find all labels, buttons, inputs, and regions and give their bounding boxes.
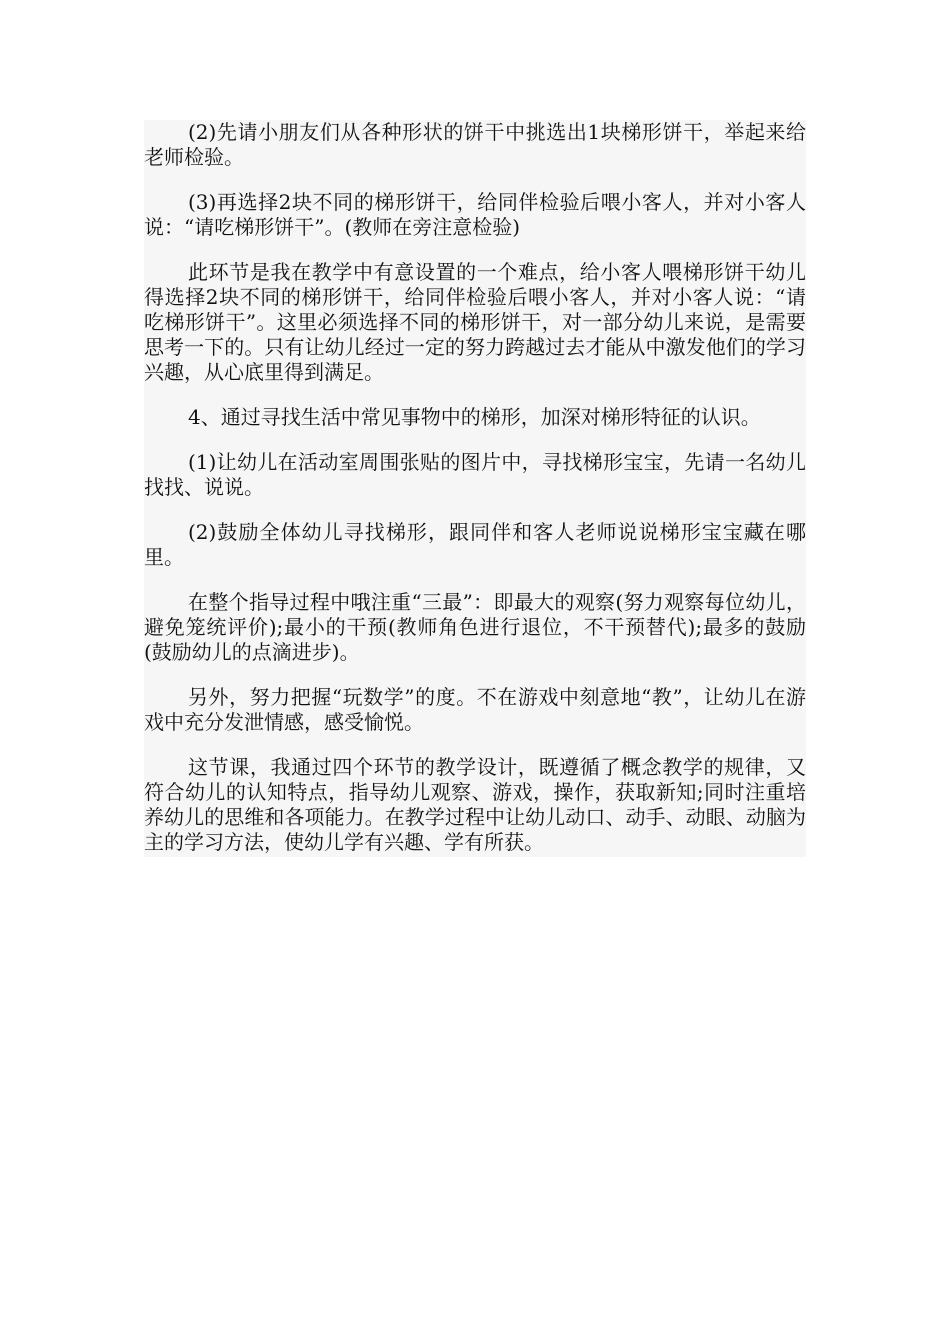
paragraph-section-4: 4、通过寻找生活中常见事物中的梯形，加深对梯形特征的认识。 <box>188 405 761 429</box>
paragraph-summary: 这节课，我通过四个环节的教学设计，既遵循了概念教学的规律，又符合幼儿的认知特点，指导幼儿观察、游戏，操作，获取新知;同时注重培养幼儿的思维和各项能力。在教学过程中让幼儿动口、动手、动眼、动脑为主的学习方法，使幼儿学有兴趣、学有所获。 <box>144 755 806 854</box>
paragraph-step-3: (3)再选择2块不同的梯形饼干，给同伴检验后喂小客人，并对小客人说：“请吃梯形饼干”。(教师在旁注意检验) <box>144 190 806 239</box>
paragraph-section-4-step-1: (1)让幼儿在活动室周围张贴的图片中，寻找梯形宝宝，先请一名幼儿找找、说说。 <box>144 450 806 499</box>
paragraph-step-2: (2)先请小朋友们从各种形状的饼干中挑选出1块梯形饼干，举起来给老师检验。 <box>144 120 806 169</box>
document-body <box>144 120 806 857</box>
paragraph-three-principles: 在整个指导过程中哦注重“三最”：即最大的观察(努力观察每位幼儿，避免笼统评价);最小的干预(教师角色进行退位，不干预替代);最多的鼓励(鼓励幼儿的点滴进步)。 <box>144 590 806 664</box>
paragraph-play-math: 另外，努力把握“玩数学”的度。不在游戏中刻意地“教”，让幼儿在游戏中充分发泄情感，感受愉悦。 <box>144 685 806 734</box>
paragraph-difficulty-note: 此环节是我在教学中有意设置的一个难点，给小客人喂梯形饼干幼儿得选择2块不同的梯形饼干，给同伴检验后喂小客人，并对小客人说：“请吃梯形饼干”。这里必须选择不同的梯形饼干，对一部分幼儿来说，是需要思考一下的。只有让幼儿经过一定的努力跨越过去才能从中激发他们的学习兴趣，从心底里得到满足。 <box>144 260 806 384</box>
paragraph-section-4-step-2: (2)鼓励全体幼儿寻找梯形，跟同伴和客人老师说说梯形宝宝藏在哪里。 <box>144 520 806 569</box>
